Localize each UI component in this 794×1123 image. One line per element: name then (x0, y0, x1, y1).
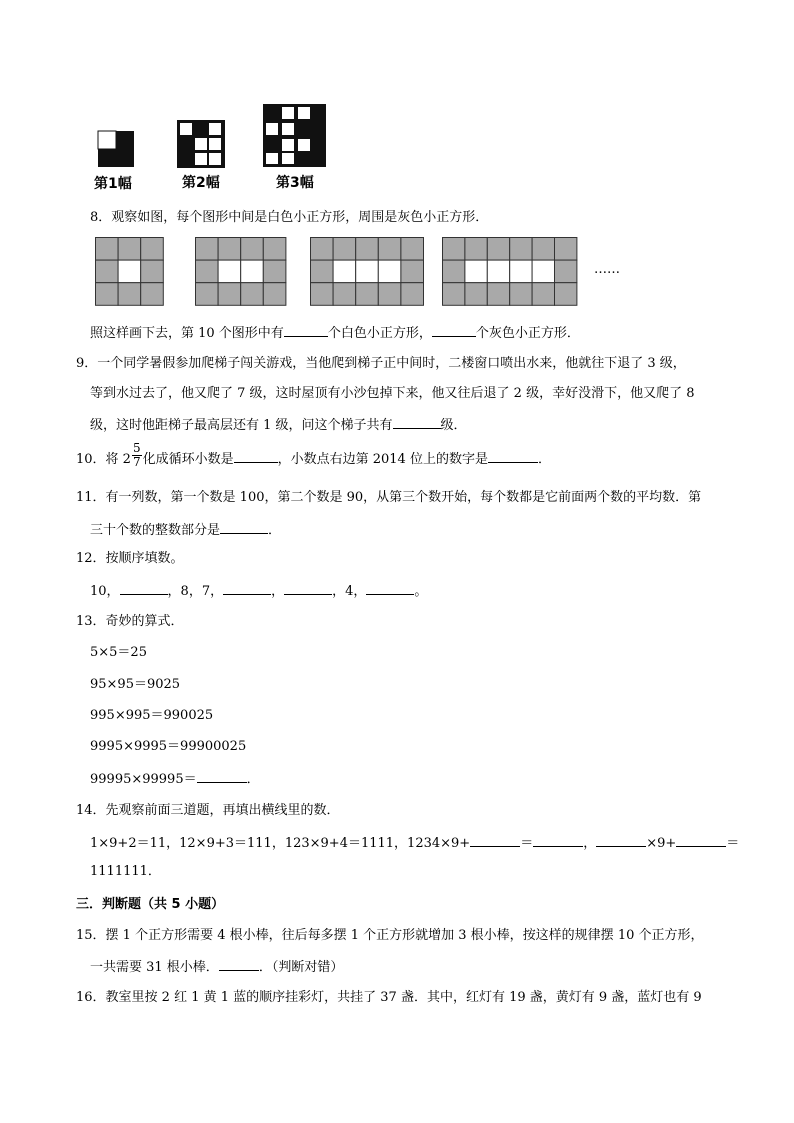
answer-blank[interactable] (596, 834, 646, 847)
question-13-stem: 13．奇妙的算式． (76, 614, 184, 629)
q8-text-a: 照这样画下去，第 10 个图形中有 (90, 326, 284, 341)
fraction-denominator: 7 (132, 455, 141, 469)
question-8-follow (90, 324, 580, 342)
pattern-figure-1 (97, 130, 137, 170)
grid-figure-4 (442, 237, 578, 307)
figure-label-3: 第3幅 (276, 175, 314, 191)
q9-text-a: 级，这时他距梯子最高层还有 1 级，问这个梯子共有 (90, 418, 393, 433)
question-10 (76, 441, 551, 469)
fraction-numerator: 5 (132, 441, 141, 455)
question-15-line-1: 15．摆 1 个正方形需要 4 根小棒，往后每多摆 1 个正方形就增加 3 根小棒，按这样的规律摆 10 个正方形， (76, 928, 704, 943)
question-8-stem: 8．观察如图，每个图形中间是白色小正方形，周围是灰色小正方形． (90, 210, 489, 225)
answer-blank[interactable] (197, 770, 247, 783)
q14-text-a: 1×9+2＝11，12×9+3＝111，123×9+4＝1111，1234×9+ (90, 836, 471, 851)
q15-text-b: ．（判断对错） (258, 960, 344, 975)
answer-blank[interactable] (219, 958, 259, 971)
q12-seq-a: 10， (90, 584, 120, 599)
question-12-sequence (90, 582, 427, 600)
question-12-stem: 12．按顺序填数。 (76, 551, 184, 566)
question-14-stem: 14．先观察前面三道题，再填出横线里的数． (76, 803, 340, 818)
question-16-line-1: 16．教室里按 2 红 1 黄 1 蓝的顺序挂彩灯，共挂了 37 盏．其中，红灯有 19 盏，黄灯有 9 盏，蓝灯也有 9 (76, 990, 702, 1005)
q9-text-b: 级． (440, 418, 467, 433)
question-14-line-2: 1111111． (90, 864, 161, 879)
q14-eq: ＝ (520, 836, 534, 851)
q8-text-c: 个灰色小正方形． (475, 326, 580, 341)
answer-blank[interactable] (366, 582, 414, 595)
answer-blank[interactable] (284, 324, 328, 337)
answer-blank[interactable] (393, 416, 441, 429)
answer-blank[interactable] (470, 834, 520, 847)
q12-seq-c: ， (271, 584, 285, 599)
q12-seq-b: ，8，7， (167, 584, 224, 599)
answer-blank[interactable] (676, 834, 726, 847)
section-title: 三．判断题（共 5 小题） (76, 897, 225, 912)
equation-row: 95×95＝9025 (90, 677, 181, 692)
q10-mid: 化成循环小数是 (142, 452, 234, 467)
q11-text-a: 三十个数的整数部分是 (90, 523, 221, 538)
answer-blank[interactable] (234, 450, 278, 463)
q10-mid2: ，小数点右边第 2014 位上的数字是 (277, 452, 488, 467)
answer-blank[interactable] (220, 521, 268, 534)
question-9-line-2: 等到水过去了，他又爬了 7 级，这时屋顶有小沙包掉下来，他又往后退了 2 级，幸好没滑下，他又爬了 8 (90, 386, 695, 401)
answer-blank[interactable] (533, 834, 583, 847)
q13-end: ． (246, 772, 260, 787)
grid-figure-1 (95, 237, 165, 307)
ellipsis: …… (594, 262, 620, 277)
equation-row: 9995×9995＝99900025 (90, 739, 247, 754)
question-11-line-2 (90, 521, 281, 539)
q14-times: ×9+ (646, 836, 677, 851)
fraction (132, 442, 142, 469)
q10-prefix: 10．将 2 (76, 452, 131, 467)
question-14-line-1 (90, 834, 739, 852)
equation-row: 995×995＝990025 (90, 708, 214, 723)
answer-blank[interactable] (284, 582, 332, 595)
grid-figure-3 (310, 237, 424, 307)
q8-text-b: 个白色小正方形， (327, 326, 432, 341)
pattern-figure-2 (176, 119, 228, 171)
equation-row: 5×5＝25 (90, 645, 147, 660)
answer-blank[interactable] (488, 450, 538, 463)
question-11-line-1: 11．有一列数，第一个数是 100，第二个数是 90，从第三个数开始，每个数都是它前面两个数的平均数．第 (76, 490, 702, 505)
grid-figure-2 (195, 237, 287, 307)
q12-seq-e: 。 (414, 584, 428, 599)
q11-text-b: ． (268, 523, 282, 538)
question-15-line-2 (90, 958, 343, 976)
figure-label-2: 第2幅 (182, 175, 220, 191)
answer-blank[interactable] (432, 324, 476, 337)
answer-blank[interactable] (223, 582, 271, 595)
pattern-figure-3 (262, 103, 328, 169)
question-9-line-1: 9．一个同学暑假参加爬梯子闯关游戏，当他爬到梯子正中间时，二楼窗口喷出水来，他就往下退了 3 级， (76, 356, 686, 371)
figure-label-1: 第1幅 (94, 176, 132, 192)
q13-last: 99995×99995＝ (90, 772, 197, 787)
q15-text-a: 一共需要 31 根小棒． (90, 960, 219, 975)
answer-blank[interactable] (120, 582, 168, 595)
q14-comma: ， (583, 836, 597, 851)
q10-end: ． (537, 452, 551, 467)
q14-eq2: ＝ (726, 836, 740, 851)
equation-row-last (90, 770, 260, 788)
q12-seq-d: ，4， (332, 584, 367, 599)
question-9-line-3 (90, 416, 467, 434)
